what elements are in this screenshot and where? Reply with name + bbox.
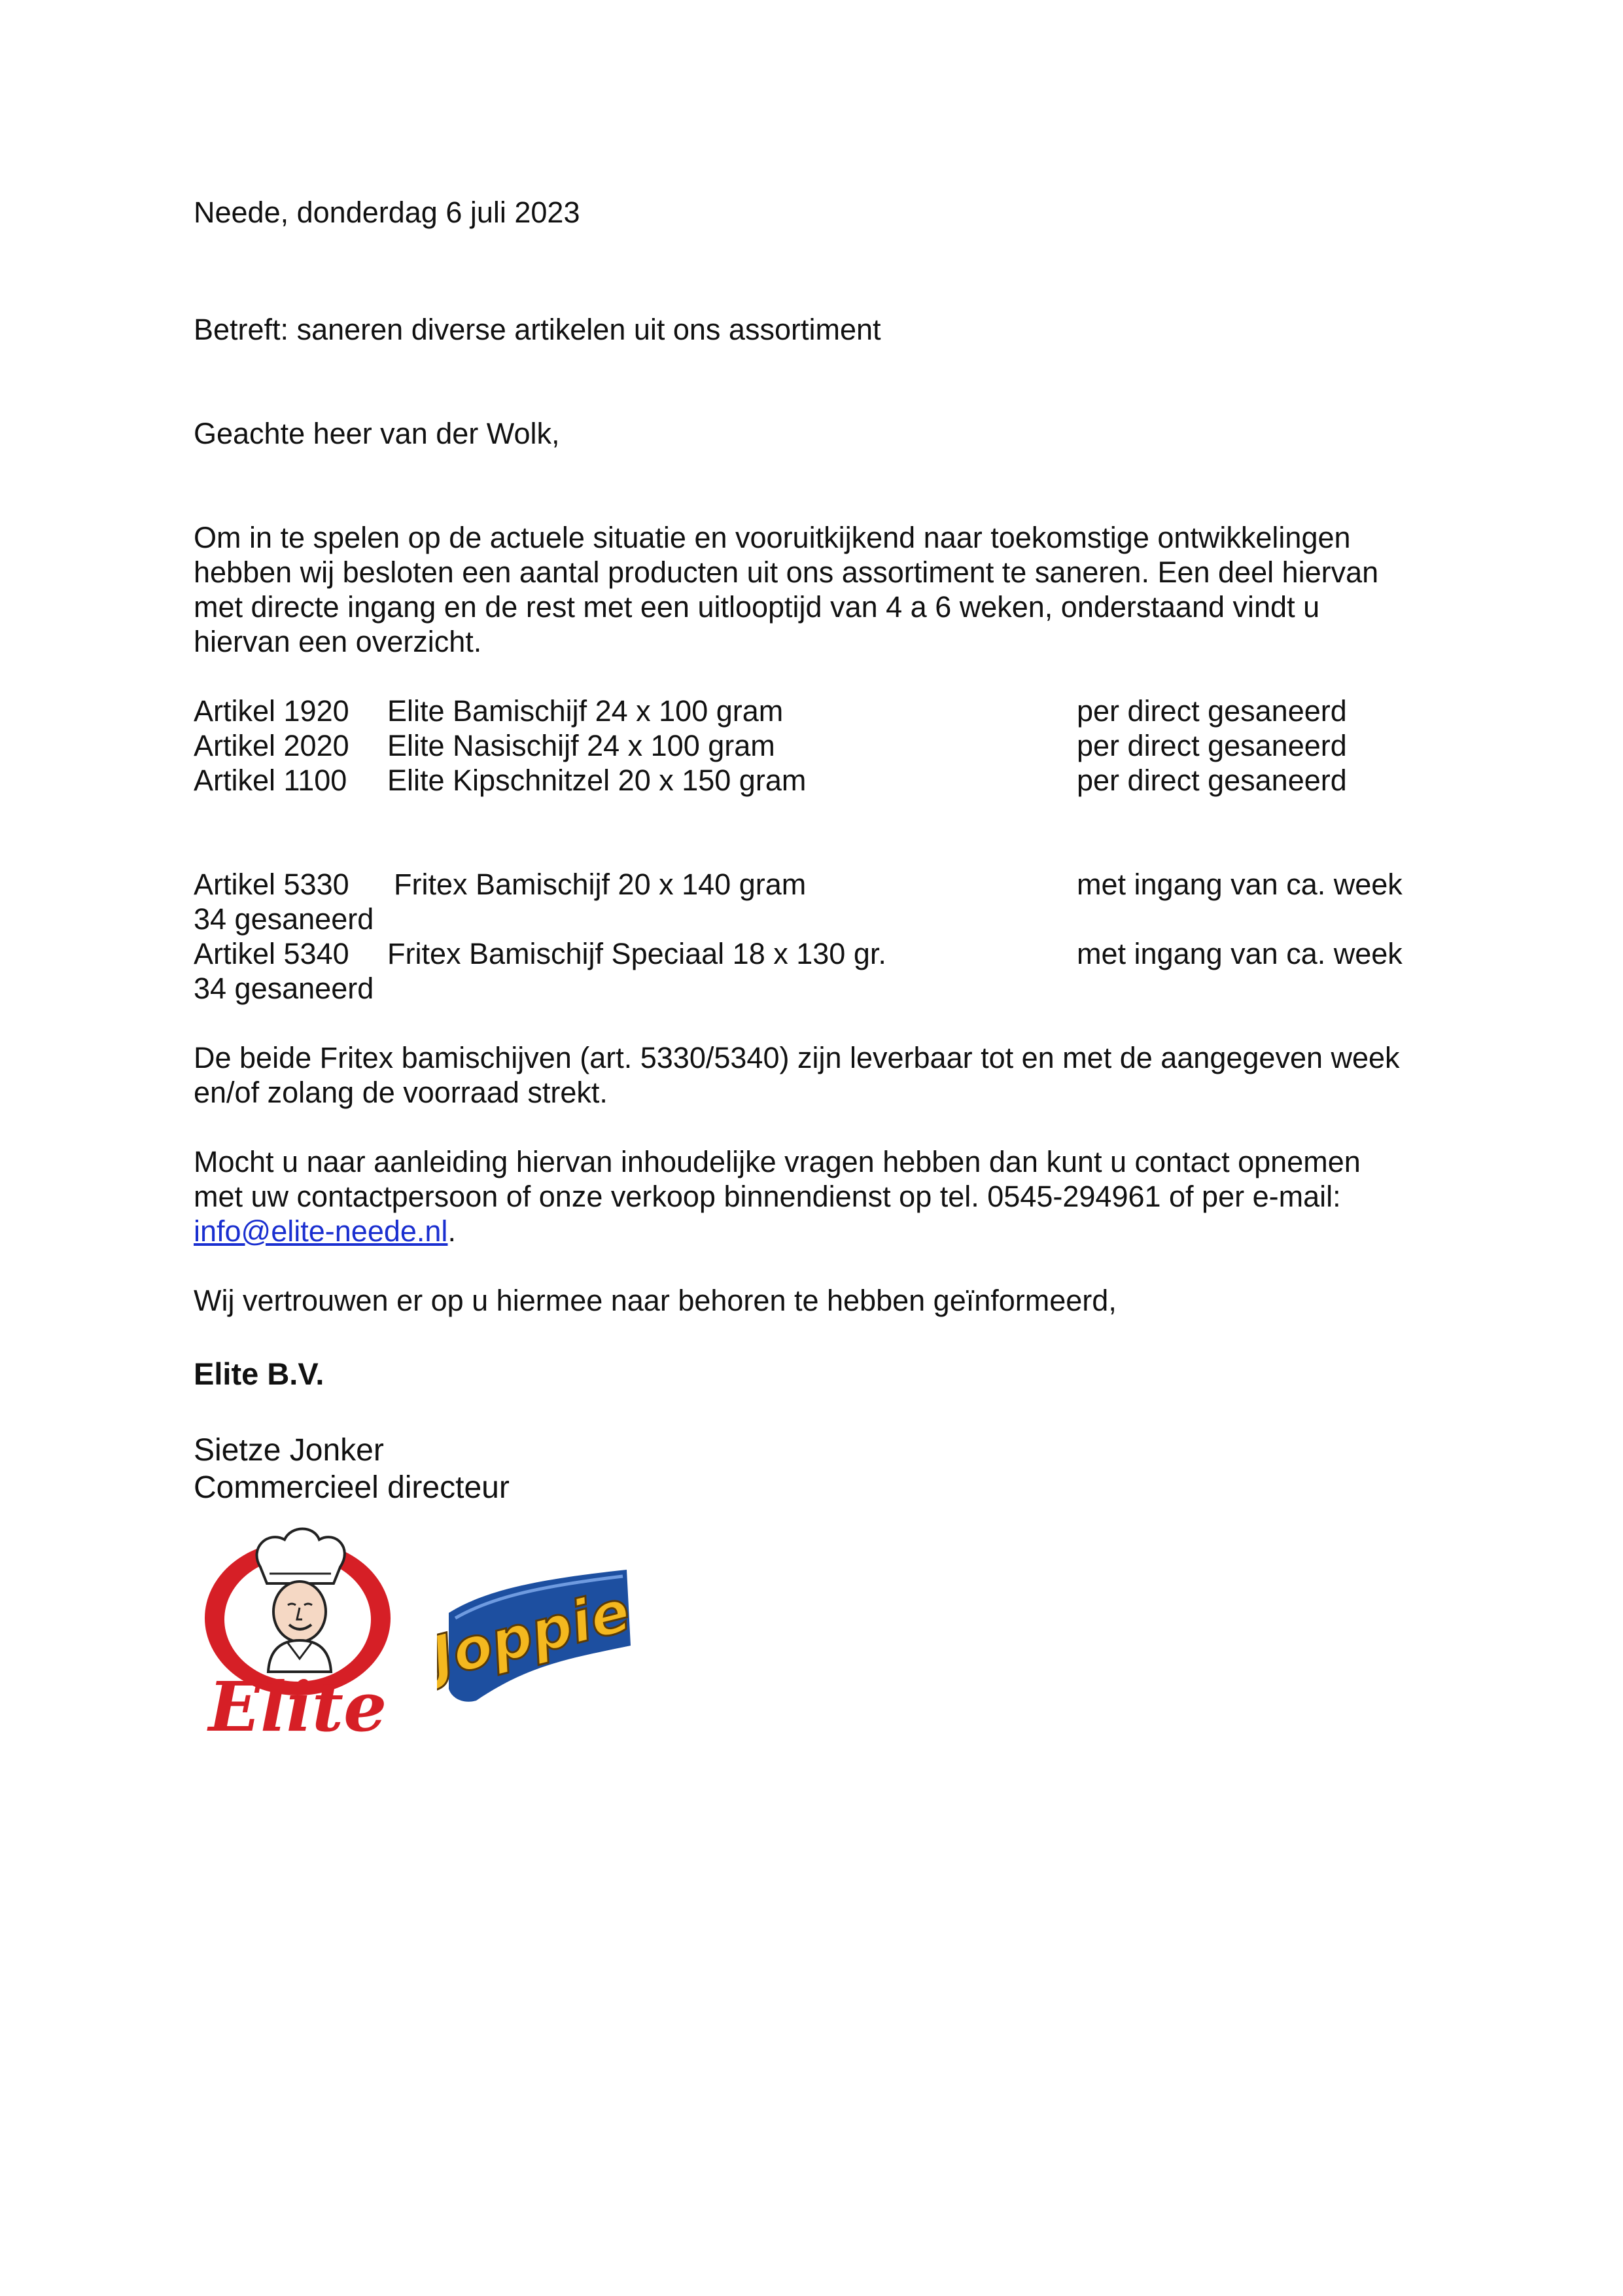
article-number: Artikel 1100	[194, 764, 347, 797]
fritex-line: en/of zolang de voorraad strekt.	[194, 1076, 608, 1109]
article-row	[194, 728, 1437, 763]
intro-paragraph	[194, 520, 1437, 659]
elite-logo	[196, 1521, 399, 1744]
intro-line: hiervan een overzicht.	[194, 625, 482, 658]
article-status: per direct gesaneerd	[1077, 694, 1347, 728]
article-row	[194, 694, 1437, 728]
joppie-logo	[437, 1561, 637, 1708]
contact-line: met uw contactpersoon of onze verkoop binnendienst op tel. 0545-294961 of per e-mail:	[194, 1180, 1341, 1213]
elite-logo-text: Elite	[208, 1667, 387, 1744]
article-number: Artikel 5340	[194, 937, 349, 970]
signer-title: Commercieel directeur	[194, 1470, 510, 1505]
signer-name: Sietze Jonker	[194, 1433, 384, 1468]
closing-line: Wij vertrouwen er op u hiermee naar behoren te hebben geïnformeerd,	[194, 1284, 1117, 1317]
intro-line: Om in te spelen op de actuele situatie en vooruitkijkend naar toekomstige ontwikkelingen	[194, 521, 1351, 554]
article-status: met ingang van ca. week	[1077, 937, 1403, 970]
contact-line: Mocht u naar aanleiding hiervan inhoudelijke vragen hebben dan kunt u contact opnemen	[194, 1145, 1361, 1178]
article-status: per direct gesaneerd	[1077, 729, 1347, 762]
article-description: Elite Nasischijf 24 x 100 gram	[387, 729, 775, 762]
article-status: met ingang van ca. week	[1077, 868, 1403, 901]
article-status: per direct gesaneerd	[1077, 764, 1347, 797]
subject-line: Betreft: saneren diverse artikelen uit ons assortiment	[194, 313, 881, 346]
fritex-line: De beide Fritex bamischijven (art. 5330/5340) zijn leverbaar tot en met de aangegeven week	[194, 1041, 1400, 1074]
article-description: Fritex Bamischijf 20 x 140 gram	[394, 868, 807, 901]
intro-line: met directe ingang en de rest met een uitlooptijd van 4 a 6 weken, onderstaand vindt u	[194, 590, 1320, 624]
article-row	[194, 936, 1437, 971]
date-line: Neede, donderdag 6 juli 2023	[194, 196, 580, 229]
article-description: Fritex Bamischijf Speciaal 18 x 130 gr.	[387, 937, 886, 970]
article-status-wrap: 34 gesaneerd	[194, 902, 374, 936]
salutation: Geachte heer van der Wolk,	[194, 417, 560, 450]
company-name: Elite B.V.	[194, 1356, 324, 1391]
article-description: Elite Bamischijf 24 x 100 gram	[387, 694, 784, 728]
article-row	[194, 763, 1437, 798]
email-line	[194, 1214, 1437, 1248]
article-status-wrap: 34 gesaneerd	[194, 972, 374, 1005]
fritex-paragraph	[194, 1040, 1437, 1110]
chef-icon	[196, 1521, 399, 1744]
article-row	[194, 867, 1437, 902]
intro-line: hebben wij besloten een aantal producten uit ons assortiment te saneren. Een deel hiervan	[194, 556, 1379, 589]
contact-paragraph	[194, 1144, 1437, 1248]
article-number: Artikel 1920	[194, 694, 349, 728]
article-number: Artikel 2020	[194, 729, 349, 762]
article-description: Elite Kipschnitzel 20 x 150 gram	[387, 764, 807, 797]
email-link[interactable]: info@elite-neede.nl	[194, 1214, 448, 1248]
email-suffix: .	[447, 1214, 456, 1248]
article-number: Artikel 5330	[194, 868, 349, 901]
joppie-logo-text: Joppie	[437, 1577, 637, 1691]
